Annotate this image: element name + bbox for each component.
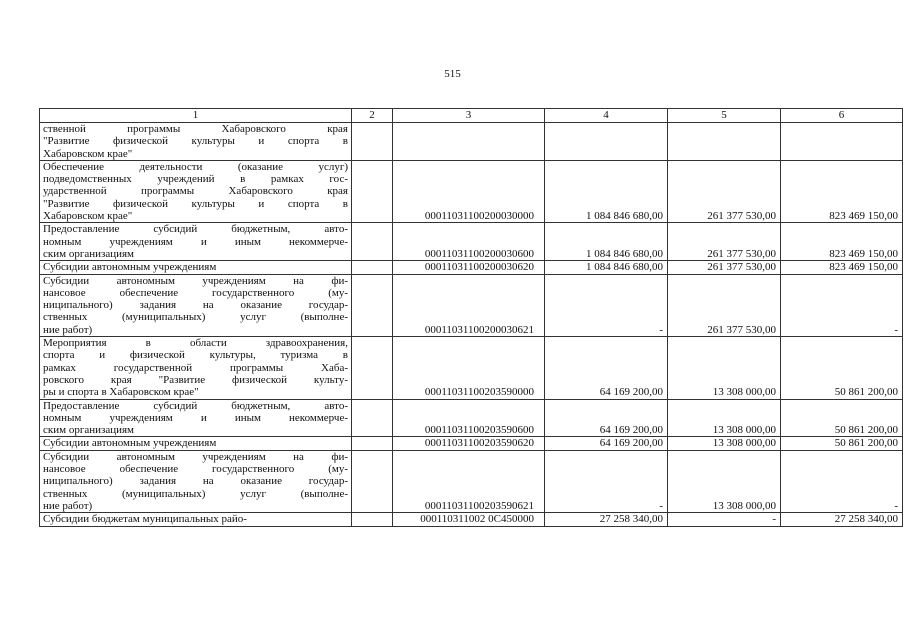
description-line: ударственной программы Хабаровского края: [43, 185, 348, 198]
row-value-5: 261 377 530,00: [668, 274, 781, 336]
row-value-5: 13 308 000,00: [668, 450, 781, 512]
description-line: ственной программы Хабаровского края: [43, 123, 348, 135]
table-row: [40, 274, 903, 336]
table-body: [40, 123, 903, 527]
description-line: Хабаровском крае": [43, 147, 133, 160]
row-code: 00011031100200030600: [393, 223, 545, 261]
description-line: Обеспечение деятельности (оказание услуг): [43, 160, 348, 173]
table-row: [40, 160, 903, 222]
description-line: ровского края "Развитие физической культу-: [43, 373, 348, 386]
row-code: [393, 123, 545, 161]
page-number: 515: [444, 68, 461, 80]
header-col-5: 5: [668, 109, 781, 123]
row-col-2: [352, 223, 393, 261]
row-description: [40, 450, 352, 512]
description-line: ры и спорта в Хабаровском крае": [43, 386, 199, 399]
row-value-4: [545, 123, 668, 161]
table-row: [40, 399, 903, 437]
description-line: нансовое обеспечение государственного (му-: [43, 286, 348, 299]
description-line: Предоставление субсидий бюджетным, авто-: [43, 399, 348, 412]
row-value-5: 13 308 000,00: [668, 399, 781, 437]
description-line: Субсидии бюджетам муниципальных райо-: [43, 513, 247, 526]
row-col-2: [352, 123, 393, 161]
row-value-6: 27 258 340,00: [781, 513, 903, 526]
description-line: ние работ): [43, 323, 93, 336]
description-line: номным учреждениям и иным некоммерче-: [43, 411, 348, 424]
row-value-6: -: [781, 274, 903, 336]
row-description: [40, 437, 352, 450]
header-col-3: 3: [393, 109, 545, 123]
description-line: ственных (муниципальных) услуг (выполне-: [43, 487, 348, 500]
row-value-4: 64 169 200,00: [545, 437, 668, 450]
row-col-2: [352, 160, 393, 222]
row-value-6: 50 861 200,00: [781, 399, 903, 437]
row-description: [40, 513, 352, 526]
row-value-5: 13 308 000,00: [668, 437, 781, 450]
row-code: 00011031100203590621: [393, 450, 545, 512]
row-value-6: 823 469 150,00: [781, 261, 903, 274]
table-row: [40, 261, 903, 274]
row-col-2: [352, 450, 393, 512]
row-value-6: [781, 123, 903, 161]
description-line: подведомственных учреждений в рамках гос-: [43, 173, 348, 186]
description-line: номным учреждениям и иным некоммерче-: [43, 235, 348, 248]
description-line: рамках государственной программы Хаба-: [43, 361, 348, 374]
description-line: Субсидии автономным учреждениям на фи-: [43, 450, 348, 463]
description-line: ниципального) задания на оказание государ-: [43, 299, 348, 312]
description-line: Субсидии автономным учреждениям: [43, 437, 217, 450]
table-row: [40, 513, 903, 526]
row-value-4: 1 084 846 680,00: [545, 160, 668, 222]
description-line: Субсидии автономным учреждениям на фи-: [43, 274, 348, 287]
row-value-5: -: [668, 513, 781, 526]
row-description: [40, 160, 352, 222]
row-value-5: 261 377 530,00: [668, 160, 781, 222]
row-value-4: 64 169 200,00: [545, 399, 668, 437]
description-line: "Развитие физической культуры и спорта в: [43, 197, 348, 210]
table-row: [40, 337, 903, 399]
description-line: ние работ): [43, 499, 93, 512]
row-value-4: -: [545, 274, 668, 336]
row-value-4: -: [545, 450, 668, 512]
row-value-6: 823 469 150,00: [781, 160, 903, 222]
row-code: 00011031100203590620: [393, 437, 545, 450]
description-line: Хабаровском крае": [43, 210, 133, 223]
description-line: ским организациям: [43, 247, 135, 260]
row-description: [40, 399, 352, 437]
row-description: [40, 261, 352, 274]
description-line: ственных (муниципальных) услуг (выполне-: [43, 311, 348, 324]
header-col-2: 2: [352, 109, 393, 123]
row-value-6: 50 861 200,00: [781, 437, 903, 450]
row-code: 00011031100203590000: [393, 337, 545, 399]
row-description: [40, 337, 352, 399]
row-value-6: 50 861 200,00: [781, 337, 903, 399]
row-description: [40, 123, 352, 161]
description-line: спорта и физической культуры, туризма в: [43, 349, 348, 362]
row-value-5: 261 377 530,00: [668, 223, 781, 261]
row-col-2: [352, 437, 393, 450]
row-value-4: 1 084 846 680,00: [545, 261, 668, 274]
budget-table: [39, 108, 903, 527]
row-col-2: [352, 399, 393, 437]
row-value-5: 261 377 530,00: [668, 261, 781, 274]
row-value-4: 64 169 200,00: [545, 337, 668, 399]
row-col-2: [352, 274, 393, 336]
row-code: 00011031100200030621: [393, 274, 545, 336]
description-line: Предоставление субсидий бюджетным, авто-: [43, 223, 348, 236]
row-col-2: [352, 513, 393, 526]
description-line: нансовое обеспечение государственного (му-: [43, 463, 348, 476]
description-line: "Развитие физической культуры и спорта в: [43, 135, 348, 148]
table-row: [40, 450, 903, 512]
row-value-4: 27 258 340,00: [545, 513, 668, 526]
header-col-1: 1: [40, 109, 352, 123]
row-value-6: -: [781, 450, 903, 512]
description-line: ским организациям: [43, 424, 135, 437]
row-value-5: 13 308 000,00: [668, 337, 781, 399]
row-description: [40, 223, 352, 261]
row-value-4: 1 084 846 680,00: [545, 223, 668, 261]
table-header-row: [40, 109, 903, 123]
description-line: ниципального) задания на оказание государ-: [43, 475, 348, 488]
row-code: 00011031100200030620: [393, 261, 545, 274]
description-line: Мероприятия в области здравоохранения,: [43, 337, 348, 350]
header-col-4: 4: [545, 109, 668, 123]
table-row: [40, 223, 903, 261]
header-col-6: 6: [781, 109, 903, 123]
row-code: 00011031100200030000: [393, 160, 545, 222]
row-value-6: 823 469 150,00: [781, 223, 903, 261]
row-col-2: [352, 337, 393, 399]
table-row: [40, 123, 903, 161]
row-code: 00011031100203590600: [393, 399, 545, 437]
row-col-2: [352, 261, 393, 274]
row-description: [40, 274, 352, 336]
row-value-5: [668, 123, 781, 161]
table-row: [40, 437, 903, 450]
row-code: 000110311002 0С450000: [393, 513, 545, 526]
description-line: Субсидии автономным учреждениям: [43, 261, 217, 274]
